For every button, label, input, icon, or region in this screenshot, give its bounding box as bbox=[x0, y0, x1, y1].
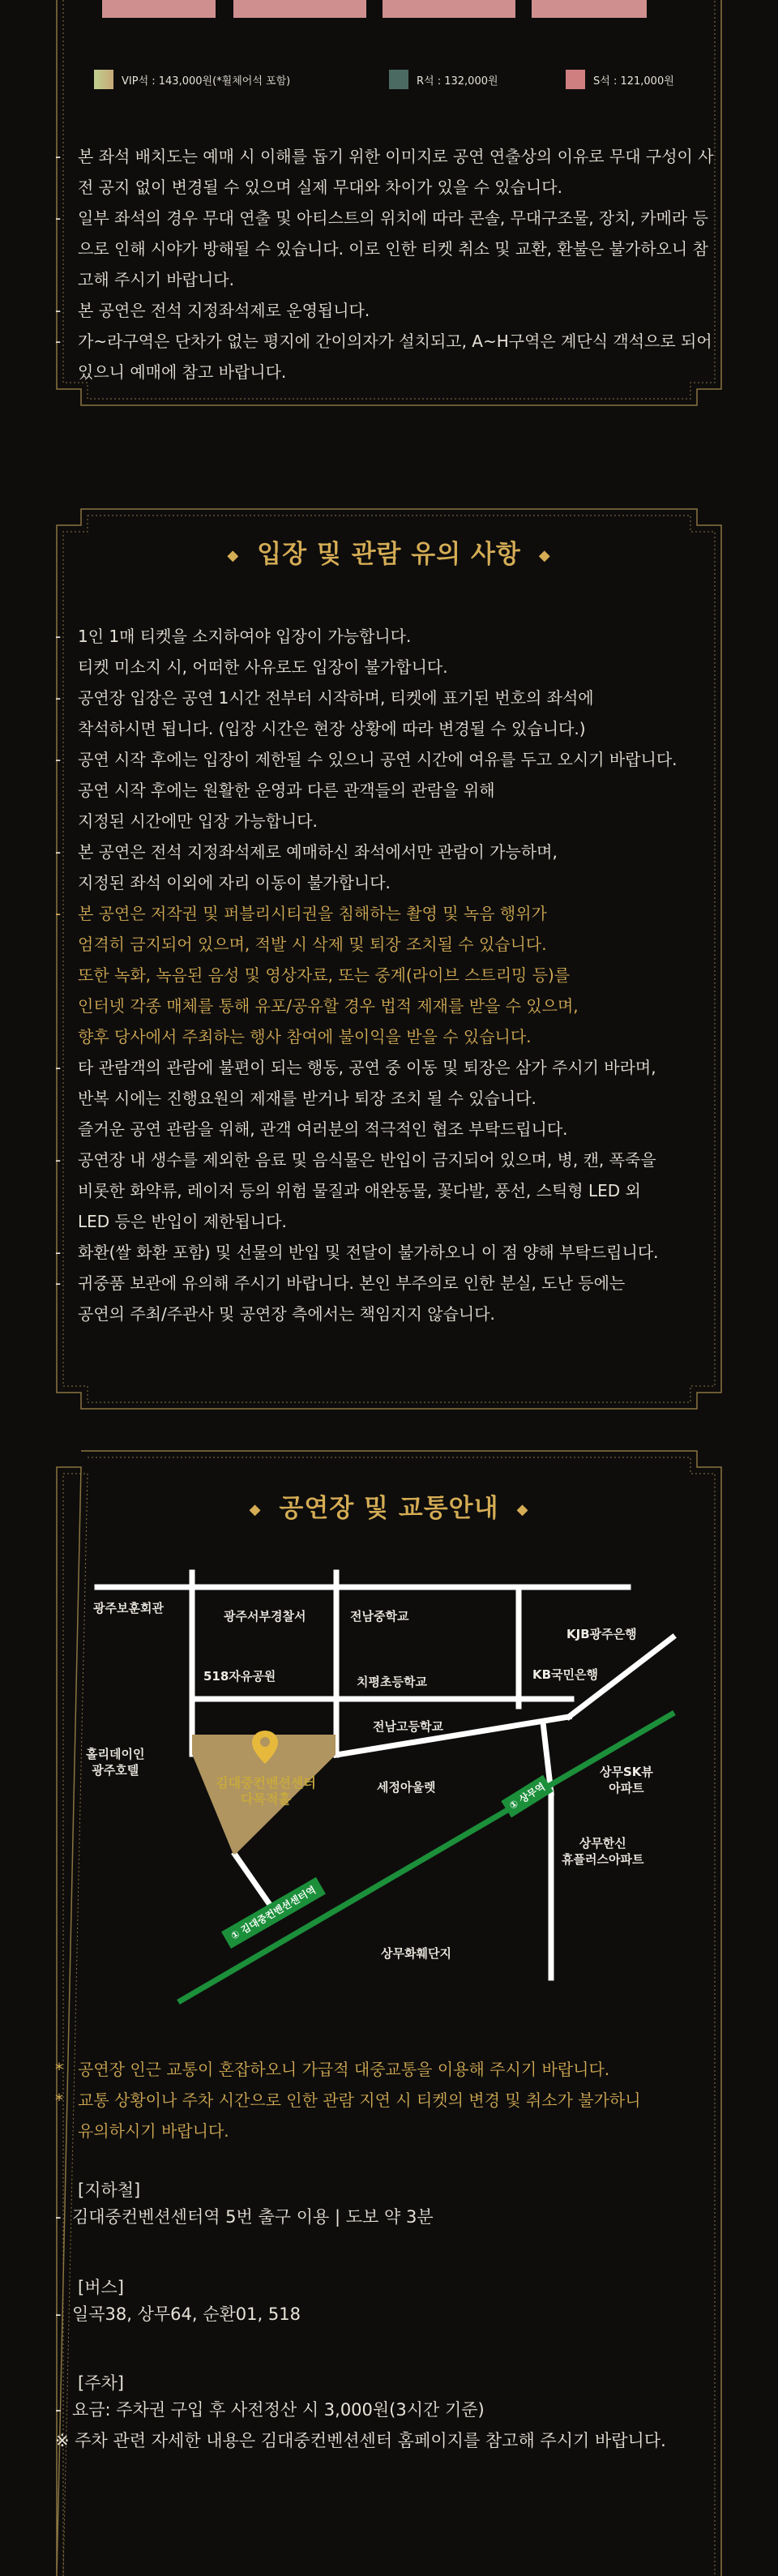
map-label-hwahwe: 상무화훼단지 bbox=[381, 1946, 451, 1961]
legend-vip-swatch bbox=[94, 70, 113, 89]
parking-info: - 요금: 주차권 구입 후 사전정산 시 3,000원(3시간 기준) bbox=[55, 2400, 485, 2420]
map-label-sejong: 세정아울렛 bbox=[377, 1780, 436, 1795]
star-note: * 공연장 인근 교통이 혼잡하오니 가급적 대중교통을 이용해 주시기 바랍니다. bbox=[55, 2060, 610, 2079]
legend-vip bbox=[94, 70, 290, 89]
legend-vip-label: VIP석 : 143,000원(*휠체어석 포함) bbox=[122, 75, 291, 88]
entry-note: - 공연장 입장은 공연 1시간 전부터 시작하며, 티켓에 표기된 번호의 좌석에 착석하시면 됩니다. (입장 시간은 현장 상황에 따라 변경될 수 있습니다.) bbox=[55, 688, 594, 738]
entry-note: - 타 관람객의 관람에 불편이 되는 행동, 공연 중 이동 및 퇴장은 삼가 주시기 바라며, 반복 시에는 진행요원의 제재를 받거나 퇴장 조치 될 수 있습니다. 즐거운 공연 관람을 위해, 관객 여러분의 적극적인 협조 부탁드립니다. bbox=[55, 1058, 656, 1139]
bus-heading: [버스] bbox=[78, 2278, 124, 2297]
map-label-kdj-station: ① 김대중컨벤션센터역 bbox=[221, 1877, 326, 1949]
map-label-518-park: 518자유공원 bbox=[203, 1669, 276, 1684]
transport-star-notes bbox=[55, 2054, 720, 2146]
entry-note: - 본 공연은 전석 지정좌석제로 예매하신 좌석에서만 관람이 가능하며, 지정된 좌석 이외에 자리 이동이 불가합니다. bbox=[55, 842, 558, 892]
venue-section bbox=[0, 1443, 778, 2576]
entry-note: - 공연장 내 생수를 제외한 음료 및 음식물은 반입이 금지되어 있으며, 병, 캔, 폭죽을 비롯한 화약류, 레이저 등의 위험 물질과 애완동물, 꽃다발, 풍선, 스틱형 LED 외 LED 등은 반입이 제한됩니다. bbox=[55, 1150, 656, 1231]
map-label-chipyeong: 치평초등학교 bbox=[357, 1675, 427, 1689]
subway-info: - 김대중컨벤션센터역 5번 출구 이용 | 도보 약 3분 bbox=[55, 2207, 434, 2227]
entry-section bbox=[0, 493, 778, 1425]
map-label-holiday-inn: 홀리데이인 광주호텔 bbox=[86, 1747, 145, 1778]
seat-note: - 본 좌석 배치도는 예매 시 이해를 돕기 위한 이미지로 공연 연출상의 이유로 무대 구성이 사전 공지 없이 변경될 수 있으며 실제 무대와 차이가 있을 수 있습니다. bbox=[55, 147, 714, 197]
parking-note: ※ 주차 관련 자세한 내용은 김대중컨벤션센터 홈페이지를 참고해 주시기 바랍니다. bbox=[55, 2431, 666, 2450]
legend-r-label: R석 : 132,000원 bbox=[417, 75, 498, 88]
legend-r-swatch bbox=[389, 70, 408, 89]
entry-note: - 공연 시작 후에는 입장이 제한될 수 있으니 공연 시간에 여유를 두고 오시기 바랍니다. 공연 시작 후에는 원활한 운영과 다른 관객들의 관람을 위해 지정된 시간에만 입장 가능합니다. bbox=[55, 750, 678, 831]
venue-map bbox=[0, 1443, 778, 2010]
entry-note: - 화환(쌀 화환 포함) 및 선물의 반입 및 전달이 불가하오니 이 점 양해 부탁드립니다. bbox=[55, 1243, 659, 1262]
seat-note: - 가~라구역은 단차가 없는 평지에 간이의자가 설치되고, A~H구역은 계단식 객석으로 되어있으니 예매에 참고 바랍니다. bbox=[55, 332, 712, 382]
map-label-police: 광주서부경찰서 bbox=[224, 1609, 306, 1624]
seat-note: - 일부 좌석의 경우 무대 연출 및 아티스트의 위치에 따라 콘솔, 무대구조물, 장치, 카메라 등으로 인해 시야가 방해될 수 있습니다. 이로 인한 티켓 취소 및 교환, 환불은 불가하오니 참고해 주시기 바랍니다. bbox=[55, 208, 708, 289]
map-label-jeonnam-middle: 전남중학교 bbox=[350, 1609, 409, 1624]
seat-block bbox=[233, 0, 366, 18]
venue-title: ◆ 공연장 및 교통안내 ◆ bbox=[249, 1494, 529, 1523]
subway-heading: [지하철] bbox=[78, 2180, 141, 2200]
seat-block bbox=[102, 0, 216, 18]
entry-title: ◆ 입장 및 관람 유의 사항 ◆ bbox=[227, 540, 551, 569]
entry-notes bbox=[55, 621, 736, 1329]
map-label-venue: 김대중컨벤션센터 다목적홀 bbox=[216, 1775, 316, 1807]
legend-s-swatch bbox=[566, 70, 585, 89]
seat-note: - 본 공연은 전석 지정좌석제로 운영됩니다. bbox=[55, 301, 370, 320]
star-note: * 교통 상황이나 주차 시간으로 인한 관람 지연 시 티켓의 변경 및 취소가 불가하니 유의하시기 바랍니다. bbox=[55, 2090, 641, 2141]
map-label-bohun: 광주보훈회관 bbox=[93, 1601, 164, 1615]
entry-note: - 귀중품 보관에 유의해 주시기 바랍니다. 본인 부주의로 인한 분실, 도난 등에는 공연의 주최/주관사 및 공연장 측에서는 책임지지 않습니다. bbox=[55, 1273, 626, 1324]
seat-block bbox=[383, 0, 515, 18]
map-label-sangmu-hansin: 상무한신 휴플러스아파트 bbox=[562, 1836, 644, 1867]
map-label-sangmu-station: ① 상무역 bbox=[501, 1775, 554, 1818]
bus-info: - 일곡38, 상무64, 순환01, 518 bbox=[55, 2304, 301, 2324]
legend-s bbox=[566, 70, 674, 89]
map-label-kjb: KJB광주은행 bbox=[566, 1627, 637, 1641]
seat-notes bbox=[55, 141, 720, 387]
seat-info-section bbox=[0, 0, 778, 421]
map-label-sangmu-sk: 상무SK뷰 아파트 bbox=[600, 1765, 653, 1795]
entry-note: - 1인 1매 티켓을 소지하여야 입장이 가능합니다. 티켓 미소지 시, 어떠한 사유로도 입장이 불가합니다. bbox=[55, 627, 448, 677]
legend-r bbox=[389, 70, 498, 89]
map-label-jeonnam-high: 전남고등학교 bbox=[373, 1719, 443, 1734]
legend-s-label: S석 : 121,000원 bbox=[593, 75, 674, 88]
map-label-kb: KB국민은행 bbox=[532, 1667, 599, 1682]
parking-heading: [주차] bbox=[78, 2373, 124, 2393]
seat-block bbox=[532, 0, 647, 18]
entry-note: - 본 공연은 저작권 및 퍼블리시티권을 침해하는 촬영 및 녹음 행위가 엄격히 금지되어 있으며, 적발 시 삭제 및 퇴장 조치될 수 있습니다. 또한 녹화, 녹음된 음성 및 영상자료, 또는 중계(라이브 스트리밍 등)를 인터넷 각종 매체를 통해 유포/공유할 경우 법적 제재를 받을 수 있으며, 향후 당사에서 주최하는 행사 참여에 불이익을 받을 수 있습니다. bbox=[55, 904, 579, 1046]
